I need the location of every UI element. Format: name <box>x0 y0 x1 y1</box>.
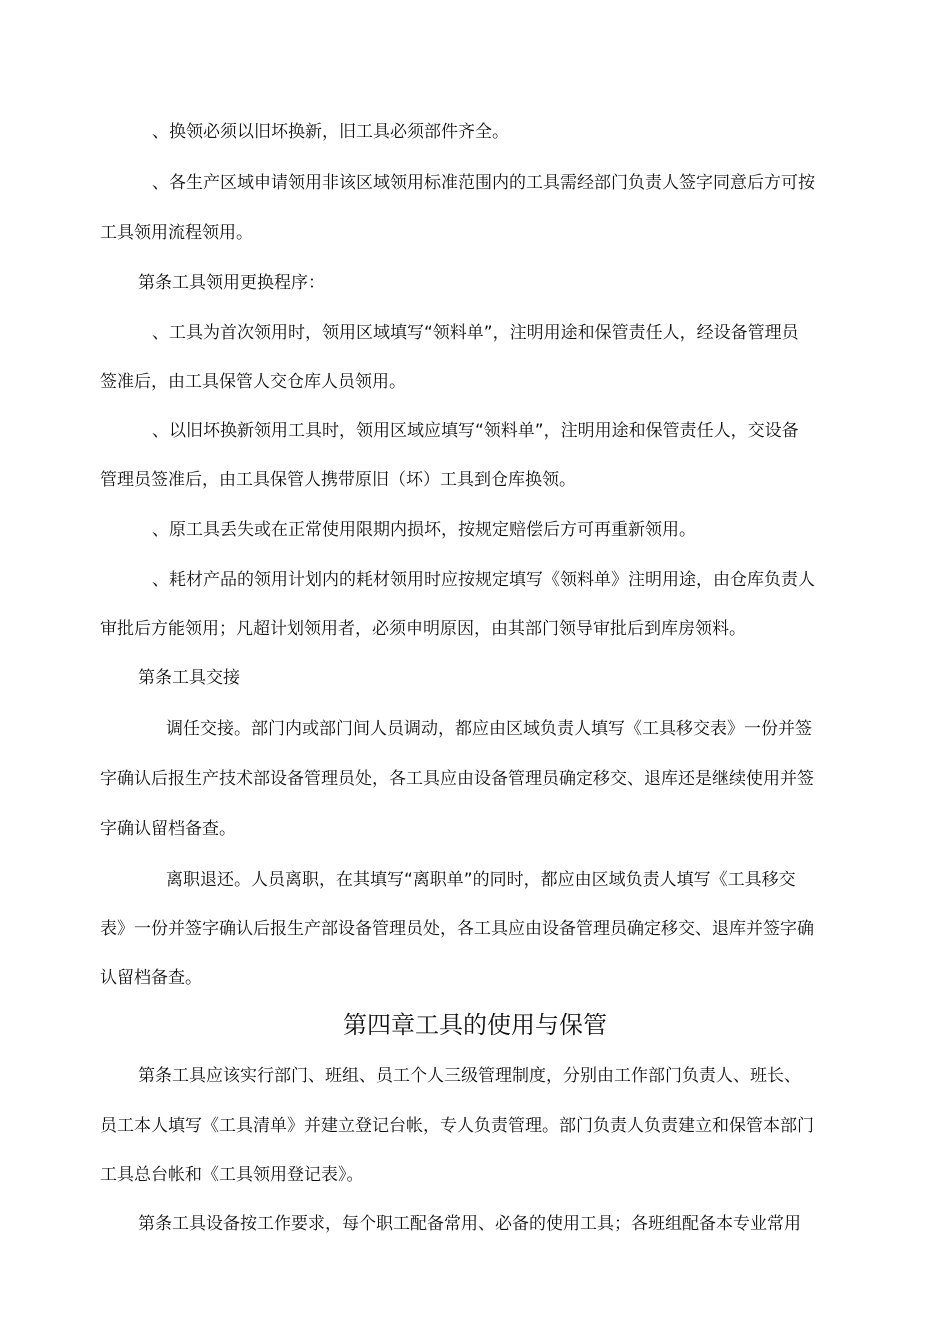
para-4-line-2: 签准后，由工具保管人交仓库人员领用。 <box>100 372 406 392</box>
para-5-line-2: 管理员签准后，由工具保管人携带原旧（坏）工具到仓库换领。 <box>100 470 576 490</box>
para-7-line-2: 审批后方能领用；凡超计划领用者，必须申明原因，由其部门领导审批后到库房领料。 <box>100 619 746 639</box>
chapter-para-2-line-1: 第条工具设备按工作要求，每个职工配备常用、必备的使用工具；各班组配备本专业常用 <box>138 1214 801 1234</box>
para-7-line-1: 、耗材产品的领用计划内的耗材领用时应按规定填写《领料单》注明用途，由仓库负责人 <box>152 570 815 590</box>
para-9-line-2: 字确认后报生产技术部设备管理员处，各工具应由设备管理员确定移交、退库还是继续使用并签 <box>100 769 814 789</box>
para-10-line-1: 离职退还。人员离职，在其填写“离职单”的同时，都应由区域负责人填写《工具移交 <box>166 870 796 890</box>
chapter-para-1-line-1: 第条工具应该实行部门、班组、员工个人三级管理制度，分别由工作部门负责人、班长、 <box>138 1066 801 1086</box>
chapter-para-1-line-3: 工具总台帐和《工具领用登记表》。 <box>100 1165 364 1185</box>
para-4-line-1: 、工具为首次领用时，领用区域填写“领料单”，注明用途和保管责任人，经设备管理员 <box>152 323 799 343</box>
para-8-line-1: 第条工具交接 <box>138 668 240 688</box>
para-3-line-1: 第条工具领用更换程序： <box>138 273 325 293</box>
para-10-line-2: 表》一份并签字确认后报生产部设备管理员处，各工具应由设备管理员确定移交、退库并签字确 <box>100 919 814 939</box>
chapter-para-1-line-2: 员工本人填写《工具清单》并建立登记台帐，专人负责管理。部门负责人负责建立和保管本部门 <box>100 1116 814 1136</box>
para-2-line-1: 、各生产区域申请领用非该区域领用标准范围内的工具需经部门负责人签字同意后方可按 <box>152 173 815 193</box>
para-5-line-1: 、以旧坏换新领用工具时，领用区域应填写“领料单”，注明用途和保管责任人，交设备 <box>152 421 799 441</box>
para-1-line-1: 、换领必须以旧坏换新，旧工具必须部件齐全。 <box>152 122 509 142</box>
chapter-heading: 第四章工具的使用与保管 <box>343 1011 607 1039</box>
para-9-line-3: 字确认留档备查。 <box>100 819 236 839</box>
para-10-line-3: 认留档备查。 <box>100 968 202 988</box>
para-9-line-1: 调任交接。部门内或部门间人员调动，都应由区域负责人填写《工具移交表》一份并签 <box>166 719 812 739</box>
para-2-line-2: 工具领用流程领用。 <box>100 223 253 243</box>
para-6-line-1: 、原工具丢失或在正常使用限期内损坏，按规定赔偿后方可再重新领用。 <box>152 520 696 540</box>
